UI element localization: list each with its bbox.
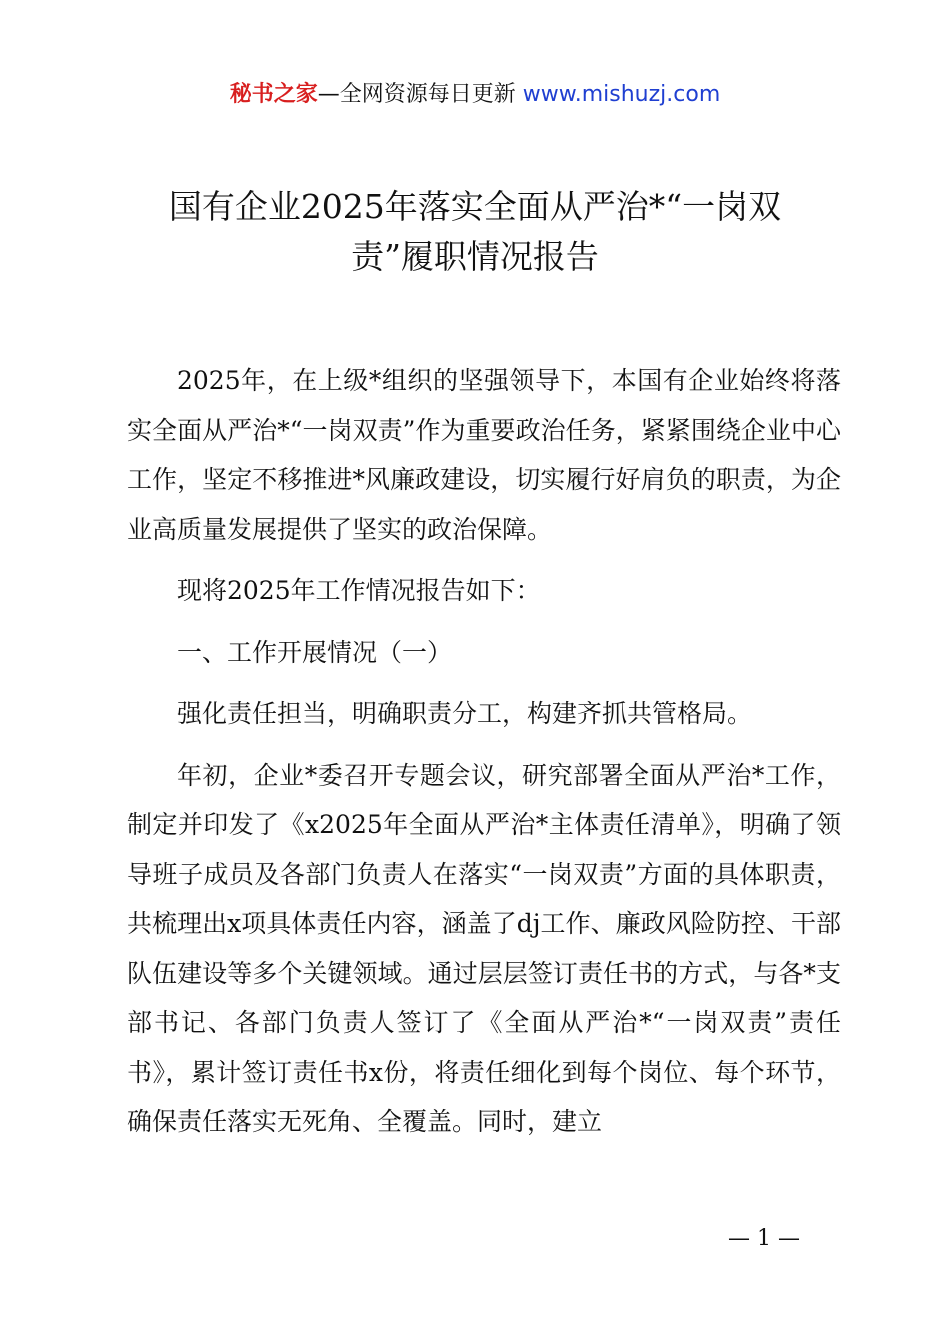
site-banner — [0, 78, 950, 112]
site-brand: 秘书之家 — [229, 82, 318, 107]
page-number: — 1 — — [728, 1226, 800, 1251]
title-line-1: 国有企业2025年落实全面从严治*“一岗双 — [168, 187, 782, 226]
site-tagline: —全网资源每日更新 — [317, 82, 523, 107]
paragraph-detail: 年初，企业*委召开专题会议，研究部署全面从严治*工作，制定并印发了《x2025年全面从严治*主体责任清单》，明确了领导班子成员及各部门负责人在落实“一岗双责”方面的具体职责，共梳理出x项具体责任内容，涵盖了dj工作、廉政风险防控、干部队伍建设等多个关键领域。通过层层签订责任书的方式，与各*支部书记、各部门负责人签订了《全面从严治*“一岗双责”责任书》，累计签订责任书x份，将责任细化到每个岗位、每个环节，确保责任落实无死角、全覆盖。同时，建立 — [127, 760, 841, 1136]
paragraph-intro: 2025年，在上级*组织的坚强领导下，本国有企业始终将落实全面从严治*“一岗双责”作为重要政治任务，紧紧围绕企业中心工作，坚定不移推进*风廉政建设，切实履行好肩负的职责，为企业高质量发展提供了坚实的政治保障。 — [127, 366, 841, 544]
section-heading: 一、工作开展情况（一） — [177, 637, 453, 667]
paragraph-report-lead: 现将2025年工作情况报告如下： — [177, 576, 541, 605]
subsection-heading: 强化责任担当，明确职责分工，构建齐抓共管格局。 — [177, 699, 753, 728]
site-url-link[interactable]: www.mishuzj.com — [522, 82, 721, 107]
title-line-2: 责”履职情况报告 — [351, 237, 599, 276]
document-body — [127, 356, 841, 1159]
document-title — [95, 182, 855, 282]
